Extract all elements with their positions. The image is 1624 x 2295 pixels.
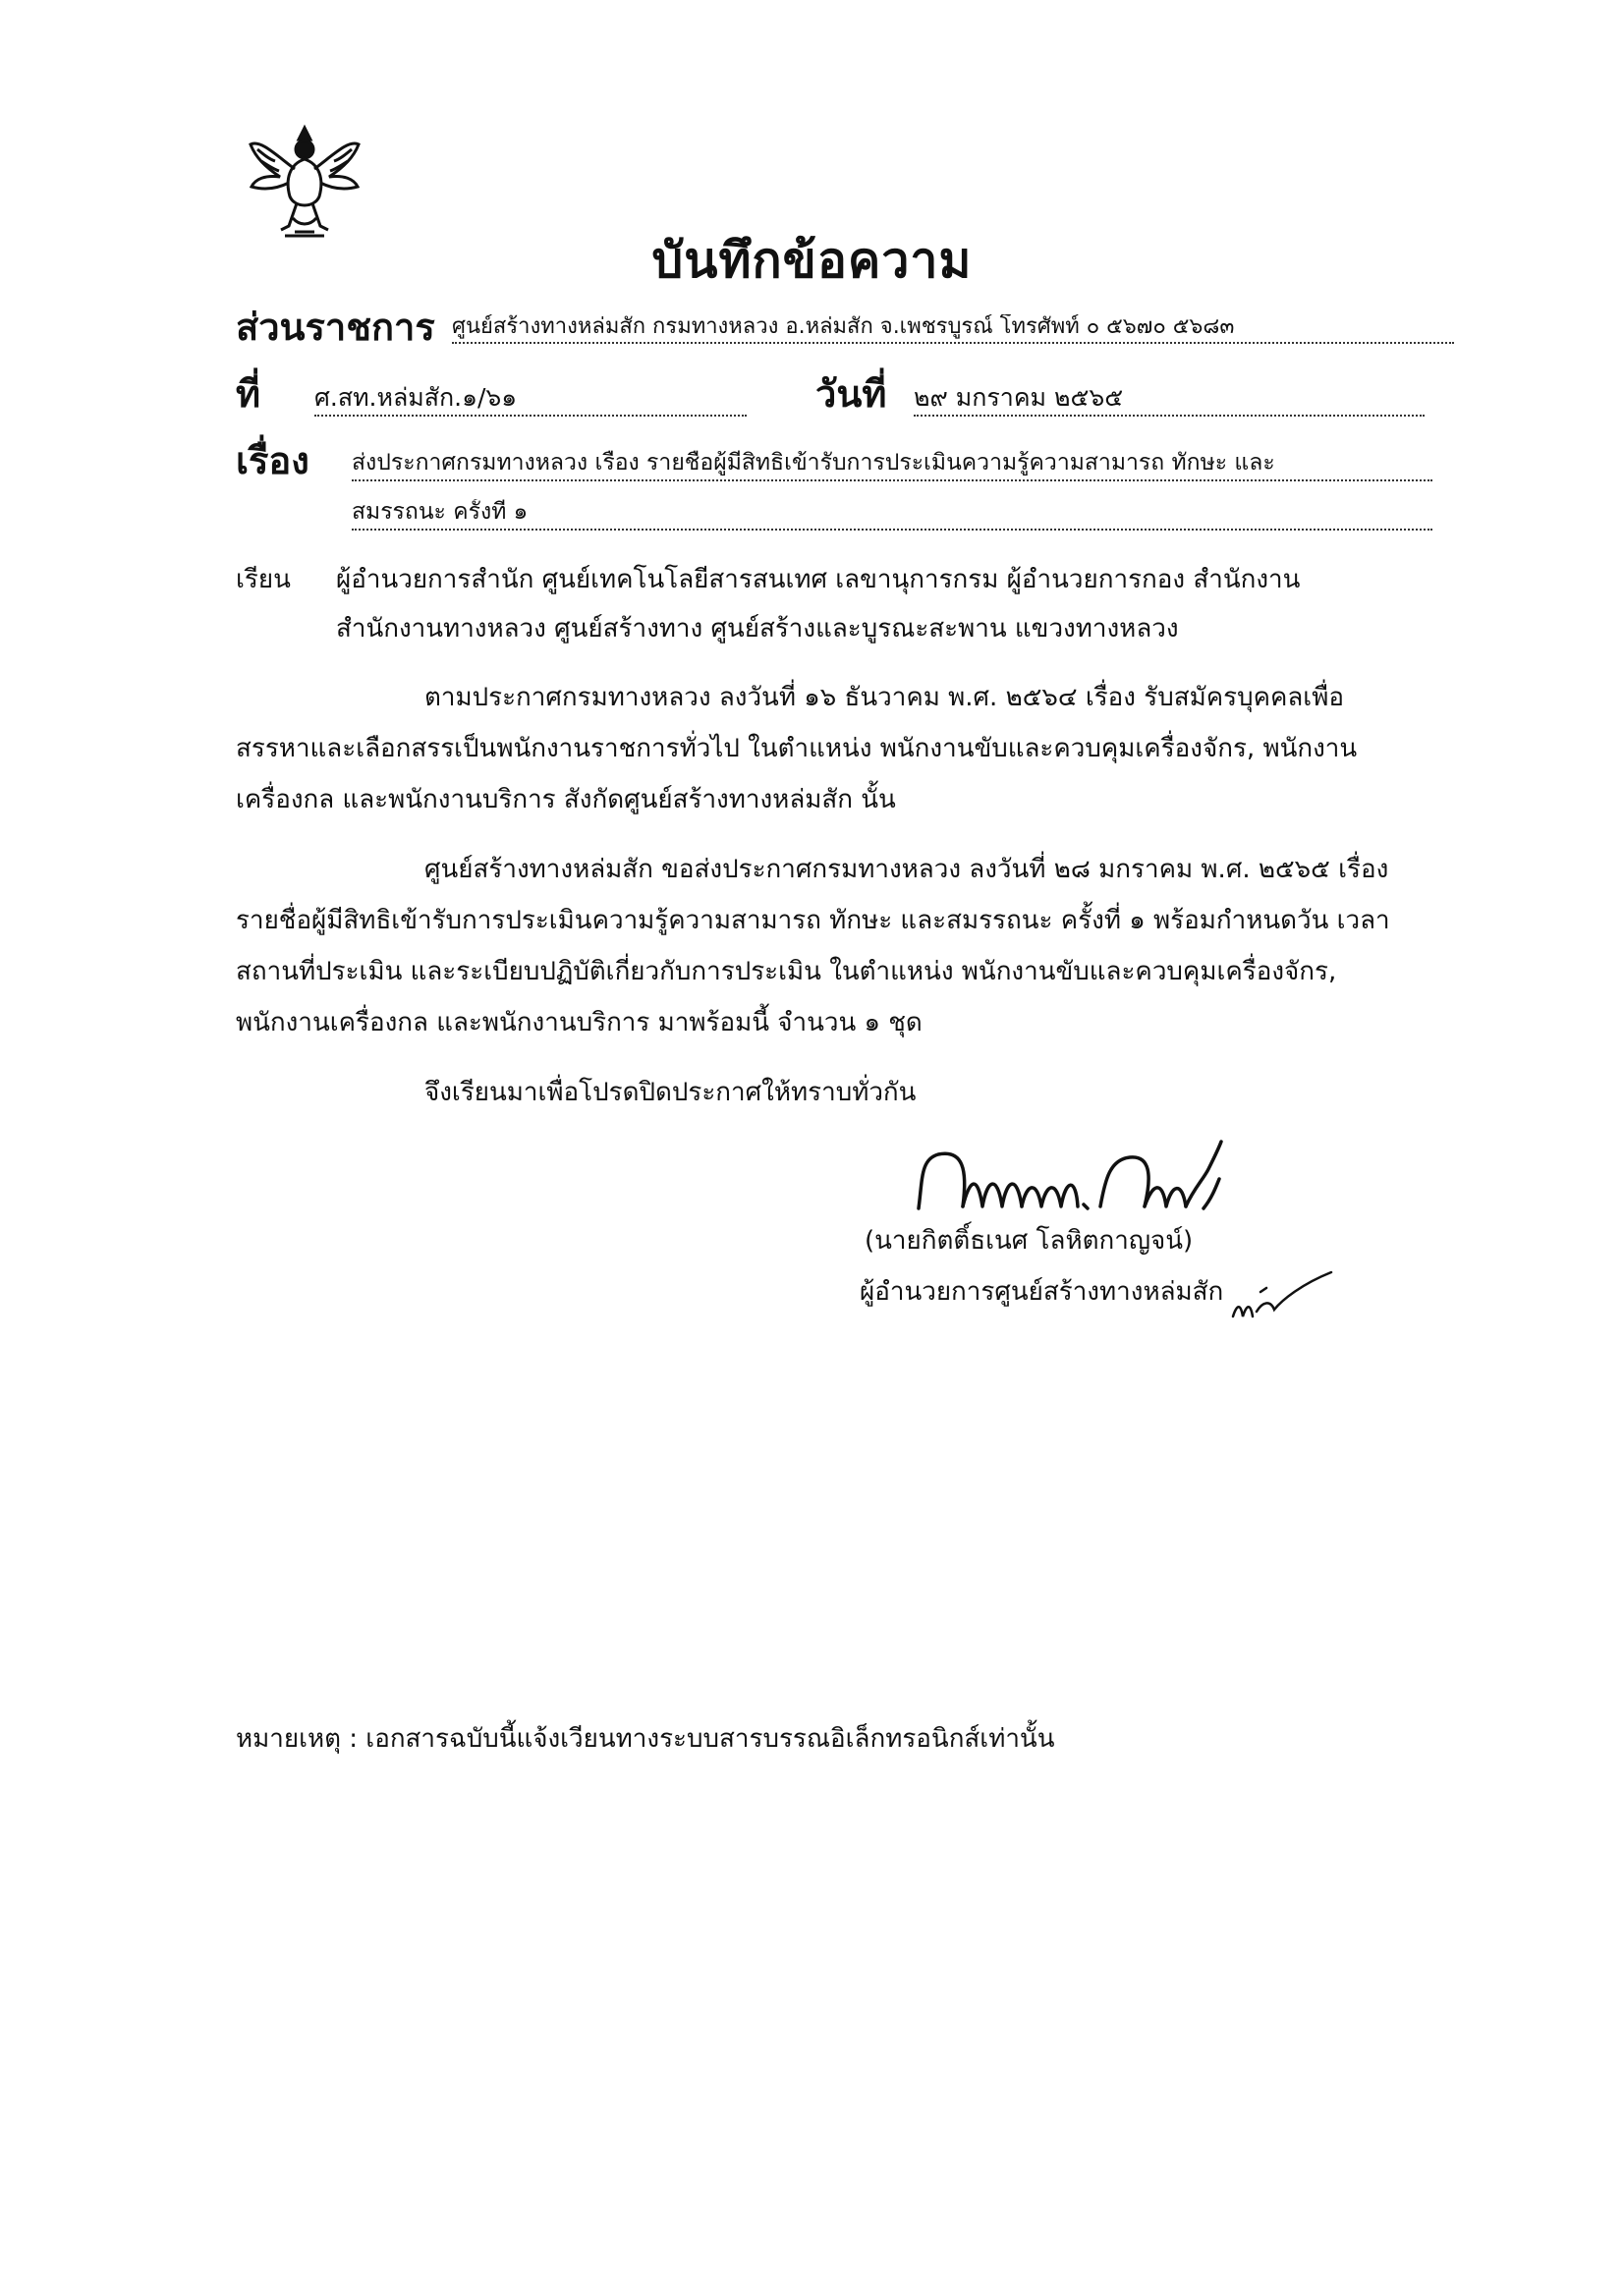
to-line-1: ผู้อำนวยการสำนัก ศูนย์เทคโนโลยีสารสนเทศ เลขานุการกรม ผู้อำนวยการกอง สำนักงาน — [336, 565, 1301, 594]
para1-line-3: เครื่องกล และพนักงานบริการ สังกัดศูนย์สร้างทางหล่มสัก นั้น — [236, 785, 896, 814]
para2-line-2: รายชื่อผู้มีสิทธิเข้ารับการประเมินความรู้ความสามารถ ทักษะ และสมรรถนะ ครั้งที่ ๑ พร้อมกำหนดวัน เวลา — [236, 906, 1390, 935]
para2-line-4: พนักงานเครื่องกล และพนักงานบริการ มาพร้อมนี้ จำนวน ๑ ชุด — [236, 1008, 923, 1037]
handwritten-signature — [909, 1130, 1233, 1228]
date-label: วันที่ — [815, 372, 887, 416]
subject-line-2: สมรรถนะ ครั้งที่ ๑ — [352, 499, 1432, 531]
department-value: ศูนย์สร้างทางหล่มสัก กรมทางหลวง อ.หล่มสัก จ.เพชรบูรณ์ โทรศัพท์ ๐ ๕๖๗๐ ๕๖๘๓ — [452, 314, 1454, 344]
closing-line: จึงเรียนมาเพื่อโปรดปิดประกาศให้ทราบทั่วกัน — [424, 1078, 917, 1107]
department-label: ส่วนราชการ — [236, 306, 435, 349]
para1-line-1: ตามประกาศกรมทางหลวง ลงวันที่ ๑๖ ธันวาคม พ.ศ. ๒๕๖๔ เรื่อง รับสมัครบุคคลเพื่อ — [424, 683, 1344, 712]
para2-line-1: ศูนย์สร้างทางหล่มสัก ขอส่งประกาศกรมทางหลวง ลงวันที่ ๒๘ มกราคม พ.ศ. ๒๕๖๕ เรื่อง — [424, 855, 1389, 884]
date-value: ๒๙ มกราคม ๒๕๖๕ — [914, 383, 1425, 417]
footer-note: หมายเหตุ : เอกสารฉบับนี้แจ้งเวียนทางระบบสารบรรณอิเล็กทรอนิกส์เท่านั้น — [236, 1724, 1055, 1754]
subject-line-1: ส่งประกาศกรมทางหลวง เรื่อง รายชื่อผู้มีสิทธิเข้ารับการประเมินความรู้ความสามารถ ทักษะ และ — [352, 450, 1432, 481]
signer-name: (นายกิตติ์ธเนศ โลหิตกาญจน์) — [865, 1226, 1194, 1256]
para1-line-2: สรรหาและเลือกสรรเป็นพนักงานราชการทั่วไป ในตำแหน่ง พนักงานขับและควบคุมเครื่องจักร, พนักงาน — [236, 734, 1358, 763]
memo-title: บันทึกข้อความ — [651, 232, 973, 289]
to-label: เรียน — [236, 565, 291, 594]
signer-position: ผู้อำนวยการศูนย์สร้างทางหล่มสัก — [860, 1277, 1224, 1307]
para2-line-3: สถานที่ประเมิน และระเบียบปฏิบัติเกี่ยวกับการประเมิน ในตำแหน่ง พนักงานขับและควบคุมเครื่องจักร, — [236, 957, 1337, 986]
ref-value: ศ.สท.หล่มสัก.๑/๖๑ — [314, 383, 747, 417]
handwritten-initial — [1223, 1262, 1341, 1331]
to-line-2: สำนักงานทางหลวง ศูนย์สร้างทาง ศูนย์สร้างและบูรณะสะพาน แขวงทางหลวง — [336, 614, 1179, 644]
ref-label: ที่ — [236, 372, 261, 416]
subject-label: เรื่อง — [236, 439, 309, 482]
